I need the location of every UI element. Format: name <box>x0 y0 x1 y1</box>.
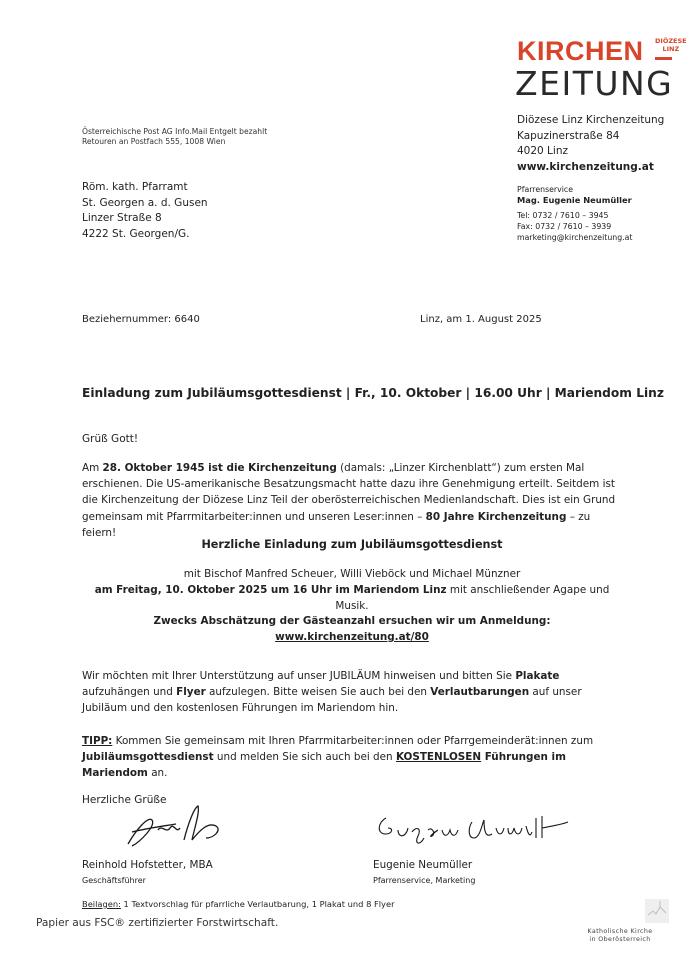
bold-text: Plakate <box>515 670 560 682</box>
tip-label: TIPP: <box>82 735 113 747</box>
recipient-line: 4222 St. Georgen/G. <box>82 227 190 240</box>
text: aufzuhängen und <box>82 686 177 699</box>
enclosures <box>82 899 395 909</box>
logo-zeitung: ZEITUNG <box>515 64 674 103</box>
text: an. <box>147 767 168 780</box>
registration-text: Zwecks Abschätzung der Gästeanzahl ersuchen wir um Anmeldung: <box>153 615 551 627</box>
org-street: Kapuzinerstraße 84 <box>517 129 620 142</box>
contact-fax: Fax: 0732 / 7610 – 3939 <box>517 222 612 231</box>
text: aufzulegen. Bitte weisen Sie auch bei den <box>205 686 431 699</box>
contact-tel: Tel: 0732 / 7610 – 3945 <box>517 211 609 220</box>
text: Am <box>82 462 103 474</box>
signer-hofstetter <box>82 858 213 888</box>
subject-line: Einladung zum Jubiläumsgottesdienst | Fr., 10. Oktober | 16.00 Uhr | Mariendom Linz <box>82 386 664 400</box>
invitation-title: Herzliche Einladung zum Jubiläumsgottesdienst <box>201 538 503 551</box>
contact-email: marketing@kirchenzeitung.at <box>517 233 633 242</box>
reference-number: Beziehernummer: 6640 <box>82 314 200 325</box>
logo-bar <box>655 57 672 60</box>
contact-person: Mag. Eugenie Neumüller <box>517 195 632 205</box>
logo-dioezese-linz <box>655 38 687 53</box>
text: auf unser Jubiläum und den kostenlosen Führungen im Mariendom hin. <box>82 686 582 715</box>
logo-linz: LINZ <box>662 44 680 53</box>
bold-text: 28. Oktober 1945 ist die Kirchenzeitung <box>102 462 337 474</box>
signature-hofstetter <box>118 800 238 856</box>
greeting: Grüß Gott! <box>82 433 139 445</box>
text: mit anschließender Agape und Musik. <box>335 584 610 612</box>
footer-logo-text <box>570 928 670 943</box>
org-city: 4020 Linz <box>517 145 568 157</box>
registration-link[interactable]: www.kirchenzeitung.at/80 <box>275 631 429 643</box>
signer-name: Eugenie Neumüller <box>373 859 473 871</box>
recipient-line: St. Georgen a. d. Gusen <box>82 196 208 209</box>
bold-text: Verlautbarungen <box>430 686 530 699</box>
enclosures-label: Beilagen: <box>82 899 121 909</box>
postal-line-1: Österreichische Post AG Info.Mail Entgelt bezahlt <box>82 127 268 136</box>
signer-name: Reinhold Hofstetter, MBA <box>82 859 213 871</box>
footer-logo-line: Katholische Kirche <box>587 928 653 935</box>
signature-neumueller <box>372 808 572 853</box>
bold-text: 80 Jahre Kirchenzeitung <box>425 510 567 523</box>
paragraph-support <box>82 668 622 717</box>
letter-date: Linz, am 1. August 2025 <box>420 314 542 325</box>
text: Wir möchten mit Ihrer Unterstützung auf unser JUBILÄUM hinweisen und bitten Sie <box>82 670 516 682</box>
bold-text: Führungen im Mariendom <box>82 751 566 780</box>
text: (damals: „Linzer Kirchenblatt“) zum ersten Mal erschienen. Die US-amerikanische Besatzungsmacht hatte dazu ihre Genehmigung erteilt. Seitdem ist die Kirchenzeitung der Diözese Linz Teil der oberösterreichischen Medienlandschaft. Dies ist ein Grund gemeinsam mit Pfarrmitarbeiter:innen und unseren Leser:innen – <box>82 462 616 523</box>
signer-role: Geschäftsführer <box>82 876 146 885</box>
church-logo-icon <box>645 899 669 923</box>
paragraph-history <box>82 460 622 541</box>
paper-note: Papier aus FSC® zertifizierter Forstwirtschaft. <box>36 917 279 929</box>
logo-dioezese: DIÖZESE <box>655 37 687 45</box>
invitation-guests: mit Bischof Manfred Scheuer, Willi Vieböck und Michael Münzner <box>183 568 521 580</box>
registration-block <box>82 613 622 645</box>
text: – zu feiern! <box>82 510 591 539</box>
bold-text: Jubiläumsgottesdienst <box>82 751 214 764</box>
postal-line-2: Retouren an Postfach 555, 1008 Wien <box>82 137 226 146</box>
contact-block <box>517 184 632 243</box>
signer-neumueller <box>373 858 475 888</box>
invitation-when <box>82 582 622 614</box>
organization-address <box>517 113 664 175</box>
contact-department: Pfarrenservice <box>517 185 573 194</box>
logo-kirchen: KIRCHEN <box>517 36 644 66</box>
closing: Herzliche Grüße <box>82 794 167 806</box>
org-name: Diözese Linz Kirchenzeitung <box>517 114 665 126</box>
recipient-address <box>82 180 208 242</box>
signer-role: Pfarrenservice, Marketing <box>373 876 476 885</box>
bold-underlined-text: KOSTENLOSEN <box>395 751 482 764</box>
footer-logo-line: in Oberösterreich <box>589 935 651 943</box>
enclosures-text: 1 Textvorschlag für pfarrliche Verlautbarung, 1 Plakat und 8 Flyer <box>120 899 395 909</box>
text: Kommen Sie gemeinsam mit Ihren Pfarrmitarbeiter:innen oder Pfarrgemeinderät:innen zum <box>112 735 594 747</box>
paragraph-tip <box>82 733 622 782</box>
recipient-line: Röm. kath. Pfarramt <box>82 181 188 193</box>
bold-text: Flyer <box>176 686 206 699</box>
church-logo-icon-svg <box>645 899 669 923</box>
text: und melden Sie sich auch bei den <box>213 751 396 764</box>
recipient-line: Linzer Straße 8 <box>82 212 162 224</box>
bold-text: am Freitag, 10. Oktober 2025 um 16 Uhr im Mariendom Linz <box>94 584 447 596</box>
postal-return-line <box>82 127 267 147</box>
org-website: www.kirchenzeitung.at <box>517 160 654 173</box>
